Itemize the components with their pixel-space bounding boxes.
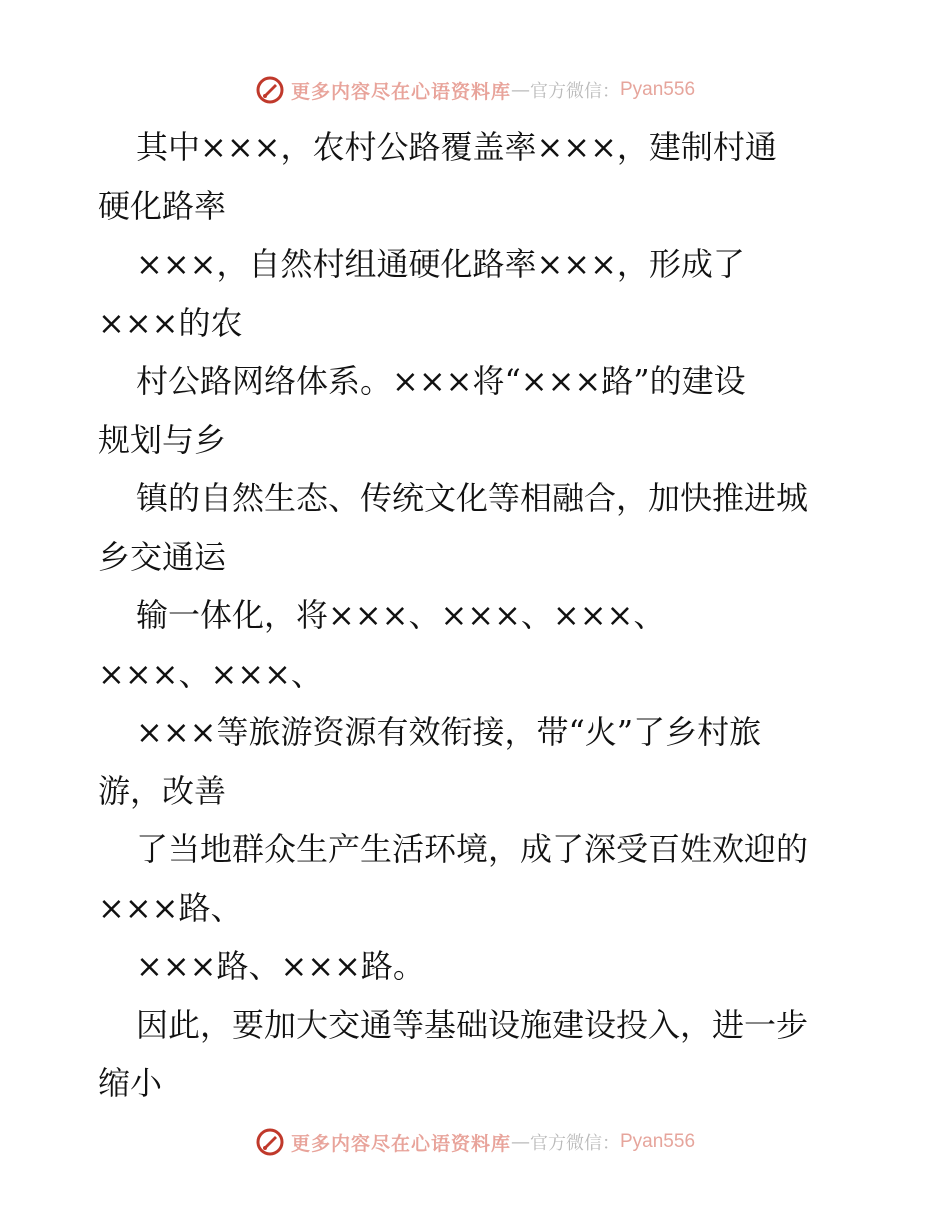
text-line: 硬化路率	[98, 186, 227, 225]
text-line: 缩小	[98, 1064, 163, 1102]
footer-wechat-id: Pyan556	[620, 1131, 696, 1152]
text-line: 输一体化，将×××、×××、×××、	[136, 596, 666, 634]
footer-label: 官方微信：	[530, 1133, 620, 1154]
text-line: 其中×××，农村公路覆盖率×××，建制村通	[136, 128, 777, 166]
text-line: 游，改善	[98, 771, 227, 810]
text-line: 了当地群众生产生活环境，成了深受百姓欢迎的	[136, 830, 809, 868]
page-footer	[0, 1122, 950, 1162]
header-brand: 更多内容尽在心语资料库	[290, 80, 511, 103]
document-body	[98, 118, 858, 1113]
footer-brand: 更多内容尽在心语资料库	[290, 1132, 511, 1155]
logo-icon	[255, 1127, 285, 1157]
text-line: 乡交通运	[98, 537, 227, 576]
text-line: ×××，自然村组通硬化路率×××，形成了	[136, 245, 745, 283]
header-wechat-id: Pyan556	[620, 79, 696, 100]
text-line: 因此，要加大交通等基础设施建设投入，进一步	[136, 1005, 809, 1044]
text-line: ×××等旅游资源有效衔接，带“火”了乡村旅	[136, 713, 762, 751]
text-line: 镇的自然生态、传统文化等相融合，加快推进城	[136, 479, 809, 517]
footer-separator: —	[511, 1131, 530, 1153]
logo-icon	[255, 75, 285, 105]
text-line: ×××路、	[98, 888, 243, 927]
text-line: 规划与乡	[98, 420, 227, 459]
text-line: ×××、×××、	[98, 654, 323, 693]
header-label: 官方微信：	[530, 81, 620, 102]
page-header	[0, 70, 950, 110]
header-separator: —	[511, 79, 530, 101]
text-line: ×××路、×××路。	[136, 947, 425, 985]
text-line: 村公路网络体系。×××将“×××路”的建设	[136, 362, 746, 400]
text-line: ×××的农	[98, 303, 243, 342]
